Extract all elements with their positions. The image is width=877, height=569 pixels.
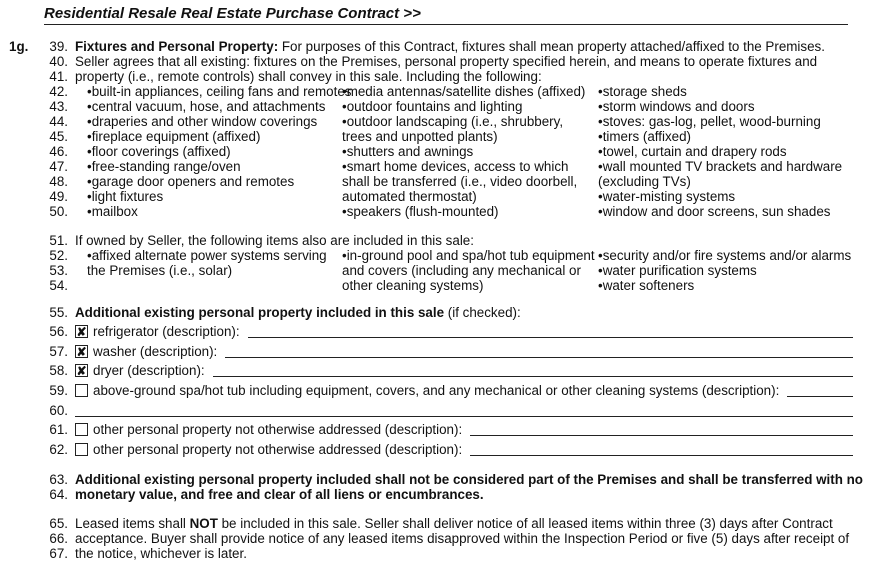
plain-text: Seller agrees that all existing: fixtures on the Premises, personal property specified herein, and means to operate fixtures and [75,54,818,69]
description-line[interactable] [470,435,853,436]
description-line[interactable] [470,455,853,456]
list-item: •mailbox [87,204,138,219]
list-item: •stoves: gas-log, pellet, wood-burning [598,114,821,129]
plain-text: If owned by Seller, the following items also are included in this sale: [75,233,474,248]
bold-text: Fixtures and Personal Property: [75,39,279,54]
line-number: 55. [49,305,68,320]
item-checkbox[interactable]: ✘ [76,325,87,339]
line-number: 57. [49,344,68,359]
contract-line [40,129,873,144]
list-item: •timers (affixed) [598,129,691,144]
checkbox-label: other personal property not otherwise addressed (description): [93,442,463,457]
plain-text: (if checked): [444,305,521,320]
list-item: •security and/or fire systems and/or alarms [598,248,852,263]
contract-line [40,54,873,69]
line-number: 48. [49,174,68,189]
plain-text: the notice, whichever is later. [75,546,247,561]
line-number: 58. [49,363,68,378]
contract-line [40,263,873,278]
contract-line [40,159,873,174]
list-item: •towel, curtain and drapery rods [598,144,787,159]
line-text [75,516,833,531]
line-number: 52. [49,248,68,263]
list-item: •window and door screens, sun shades [598,204,831,219]
contract-line [40,363,873,378]
list-item: •water softeners [598,278,695,293]
list-item: •water purification systems [598,263,757,278]
list-item: automated thermostat) [342,189,477,204]
list-item: •floor coverings (affixed) [87,144,231,159]
list-item: •storage sheds [598,84,687,99]
contract-line [40,69,873,84]
list-item: and covers (including any mechanical or [342,263,581,278]
contract-line [40,248,873,263]
list-item: •in-ground pool and spa/hot tub equipment [342,248,595,263]
line-number: 42. [49,84,68,99]
contract-line [40,546,873,561]
description-line[interactable] [248,337,853,338]
plain-text: property (i.e., remote controls) shall convey in this sale. Including the following: [75,69,542,84]
item-checkbox[interactable] [75,443,88,456]
line-text [75,487,484,502]
plain-text: Leased items shall [75,516,190,531]
line-number: 53. [49,263,68,278]
line-number: 46. [49,144,68,159]
list-item: other cleaning systems) [342,278,484,293]
line-number: 66. [49,531,68,546]
contract-line [40,189,873,204]
list-item: •shutters and awnings [342,144,474,159]
contract-line [40,383,873,398]
list-item: shall be transferred (i.e., video doorbell, [342,174,578,189]
line-text [75,54,817,69]
list-item: the Premises (i.e., solar) [87,263,233,278]
item-checkbox[interactable] [75,384,88,397]
contract-line [40,442,873,457]
line-text [75,69,542,84]
line-number: 41. [49,69,68,84]
contract-line [40,99,873,114]
list-item: •outdoor fountains and lighting [342,99,523,114]
item-checkbox[interactable] [75,423,88,436]
line-text [75,531,849,546]
list-item: •speakers (flush-mounted) [342,204,499,219]
line-number: 50. [49,204,68,219]
line-number: 59. [49,383,68,398]
checkbox-label: refrigerator (description): [93,324,240,339]
bold-text: Additional existing personal property included in this sale [75,305,445,320]
contract-line [40,516,873,531]
list-item: •wall mounted TV brackets and hardware [598,159,843,174]
contract-line [40,144,873,159]
line-number: 39. [49,39,68,54]
contract-line [40,305,873,320]
list-item: •free-standing range/oven [87,159,241,174]
contract-line [40,422,873,437]
checkbox-label: dryer (description): [93,363,205,378]
list-item: •storm windows and doors [598,99,755,114]
description-line[interactable] [225,357,853,358]
list-item: •light fixtures [87,189,164,204]
description-line[interactable] [787,396,853,397]
checkbox-label: other personal property not otherwise addressed (description): [93,422,463,437]
contract-line [40,344,873,359]
line-number: 67. [49,546,68,561]
list-item: •fireplace equipment (affixed) [87,129,261,144]
plain-text: acceptance. Buyer shall provide notice of any leased items disapproved within the Inspection Period or five (5) days after receipt of [75,531,850,546]
contract-line [40,233,873,248]
line-number: 49. [49,189,68,204]
contract-line [40,39,873,54]
checkbox-label: above-ground spa/hot tub including equipment, covers, and any mechanical or other cleaning systems (description): [93,383,780,398]
header-rule [44,24,848,25]
line-number: 64. [49,487,68,502]
list-item: (excluding TVs) [598,174,691,189]
line-text [75,546,247,561]
line-number: 60. [49,403,68,418]
line-text [75,39,825,54]
checkbox-label: washer (description): [93,344,218,359]
contract-line [40,531,873,546]
line-number: 62. [49,442,68,457]
list-item: •affixed alternate power systems serving [87,248,327,263]
line-number: 45. [49,129,68,144]
document-header-title: Residential Resale Real Estate Purchase Contract >> [44,5,421,22]
contract-line [40,472,873,487]
line-number: 43. [49,99,68,114]
line-text [75,233,474,248]
contract-line [40,278,873,293]
line-text [75,305,521,320]
contract-line [40,204,873,219]
contract-line [40,84,873,99]
description-line[interactable] [213,376,853,377]
bold-text: Additional existing personal property included shall not be considered part of the Premises and shall be transferred with no [75,472,863,487]
description-line[interactable] [75,416,853,417]
list-item: •built-in appliances, ceiling fans and remotes [87,84,352,99]
list-item: •media antennas/satellite dishes (affixed) [342,84,586,99]
line-number: 51. [49,233,68,248]
bold-text: monetary value, and free and clear of all liens or encumbrances. [75,487,484,502]
line-number: 61. [49,422,68,437]
line-number: 65. [49,516,68,531]
section-number: 1g. [9,39,29,54]
contract-line [40,487,873,502]
line-text [75,472,863,487]
contract-line [40,174,873,189]
list-item: •smart home devices, access to which [342,159,569,174]
plain-text: For purposes of this Contract, fixtures shall mean property attached/affixed to the Premises. [278,39,825,54]
line-number: 44. [49,114,68,129]
item-checkbox[interactable]: ✘ [76,364,87,378]
item-checkbox[interactable]: ✘ [76,345,87,359]
list-item: •outdoor landscaping (i.e., shrubbery, [342,114,564,129]
contract-line [40,403,873,418]
contract-line [40,114,873,129]
list-item: trees and unpotted plants) [342,129,498,144]
line-number: 40. [49,54,68,69]
line-number: 56. [49,324,68,339]
line-number: 54. [49,278,68,293]
line-number: 47. [49,159,68,174]
list-item: •central vacuum, hose, and attachments [87,99,326,114]
contract-line [40,324,873,339]
list-item: •water-misting systems [598,189,736,204]
bold-text: NOT [189,516,218,531]
list-item: •garage door openers and remotes [87,174,295,189]
line-number: 63. [49,472,68,487]
plain-text: be included in this sale. Seller shall deliver notice of all leased items within three (3) days after Contract [217,516,833,531]
list-item: •draperies and other window coverings [87,114,318,129]
